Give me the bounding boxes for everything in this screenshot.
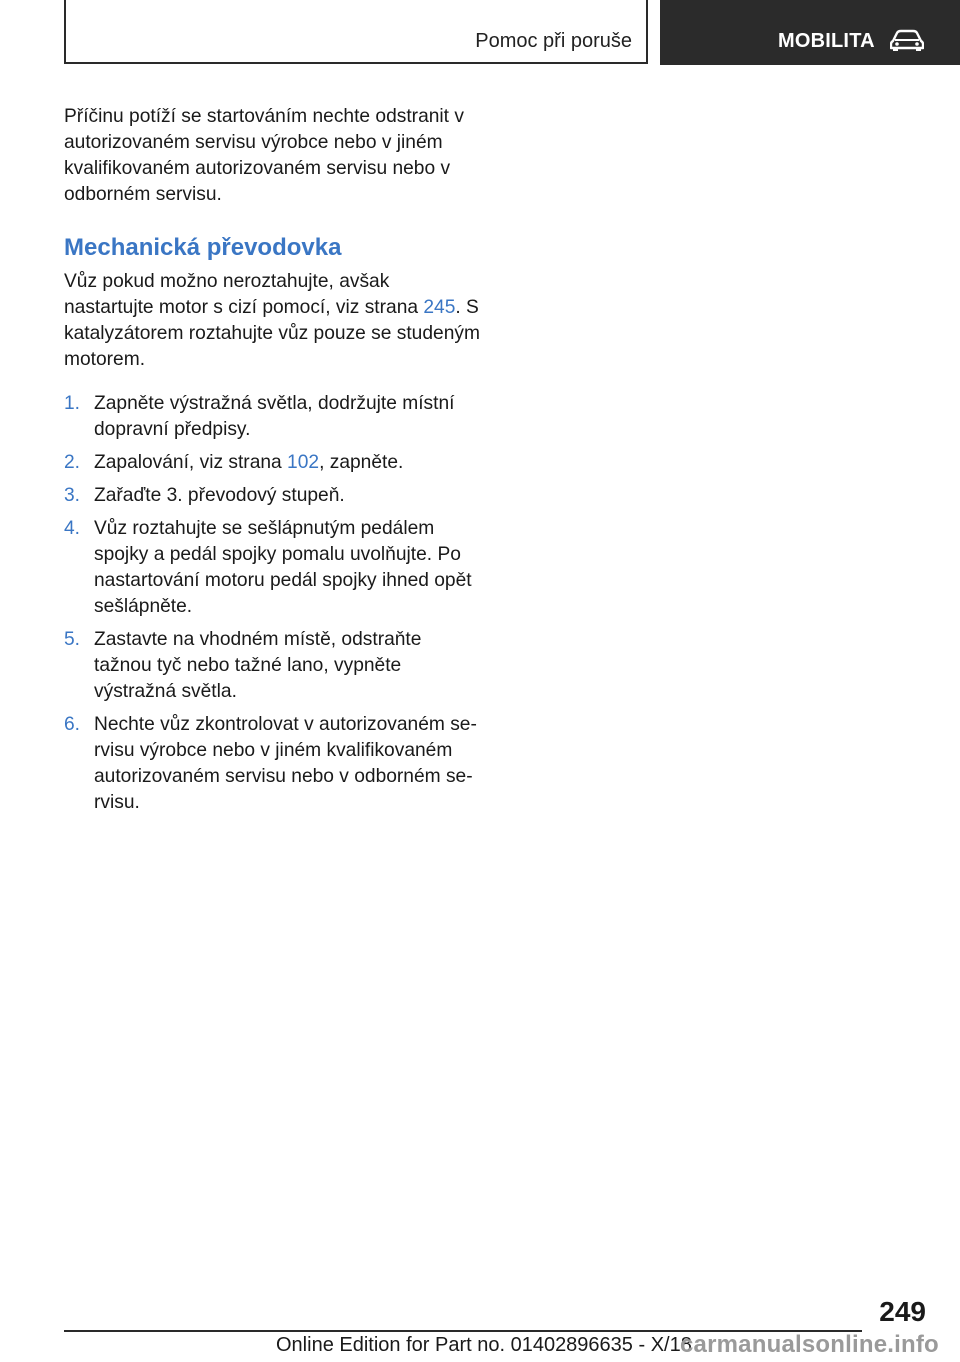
step-text: Zapalování, viz strana — [94, 452, 288, 473]
watermark: carmanualsonline.info — [680, 1331, 939, 1358]
step-text: Zapněte výstražná světla, dodržujte místní dopravní předpisy. — [94, 393, 455, 440]
car-icon — [890, 28, 924, 52]
step-text: Vůz roztahujte se sešlápnutým pedálem spojky a pedál spojky pomalu uvolňujte. Po nastartování motoru pedál spojky ihned opět sešlápněte. — [94, 518, 472, 617]
step-text: , zapněte. — [319, 452, 404, 473]
list-item — [64, 391, 482, 443]
towing-paragraph — [64, 269, 482, 373]
page-link-245[interactable]: 245 — [423, 297, 456, 318]
step-text: Zařaďte 3. převodový stupeň. — [94, 485, 345, 506]
section-title: Pomoc při poruše — [475, 30, 632, 52]
step-text: Zastavte na vhodném místě, odstraňte tažnou tyč nebo tažné lano, vypněte výstražná světla. — [94, 629, 422, 702]
paragraph-text: . S katalyzátorem roztahujte vůz pouze se studeným motorem. — [64, 297, 480, 370]
main-content — [64, 104, 482, 823]
page-number: 249 — [879, 1296, 926, 1327]
list-item — [64, 712, 482, 816]
chapter-tab[interactable] — [660, 0, 960, 65]
list-item — [64, 627, 482, 705]
step-number: 1. — [64, 393, 81, 414]
steps-list — [64, 391, 482, 816]
list-item — [64, 450, 482, 476]
step-number: 2. — [64, 452, 81, 473]
list-item — [64, 516, 482, 620]
step-text: Nechte vůz zkontrolovat v autorizovaném servisu výrobce nebo v jiném kvalifikovaném autorizovaném servisu nebo v odborném servisu. — [94, 714, 477, 813]
section-heading: Mechanická převodovka — [64, 234, 342, 261]
edition-text: Online Edition for Part no. 01402896635 - X/18 — [276, 1334, 692, 1356]
chapter-title: MOBILITA — [778, 30, 875, 52]
step-number: 5. — [64, 629, 81, 650]
step-number: 3. — [64, 485, 81, 506]
step-number: 6. — [64, 714, 81, 735]
intro-paragraph: Příčinu potíží se startováním nechte odstranit v autorizovaném servisu výrobce nebo v jiném kvalifikovaném autorizovaném servisu nebo v odborném servisu. — [64, 106, 464, 205]
paragraph-text: Vůz pokud možno neroztahujte, avšak nastartujte motor s cizí pomocí, viz strana — [64, 271, 424, 318]
list-item — [64, 483, 482, 509]
page-link-102[interactable]: 102 — [287, 452, 320, 473]
header-section-box — [64, 0, 648, 64]
step-number: 4. — [64, 518, 81, 539]
